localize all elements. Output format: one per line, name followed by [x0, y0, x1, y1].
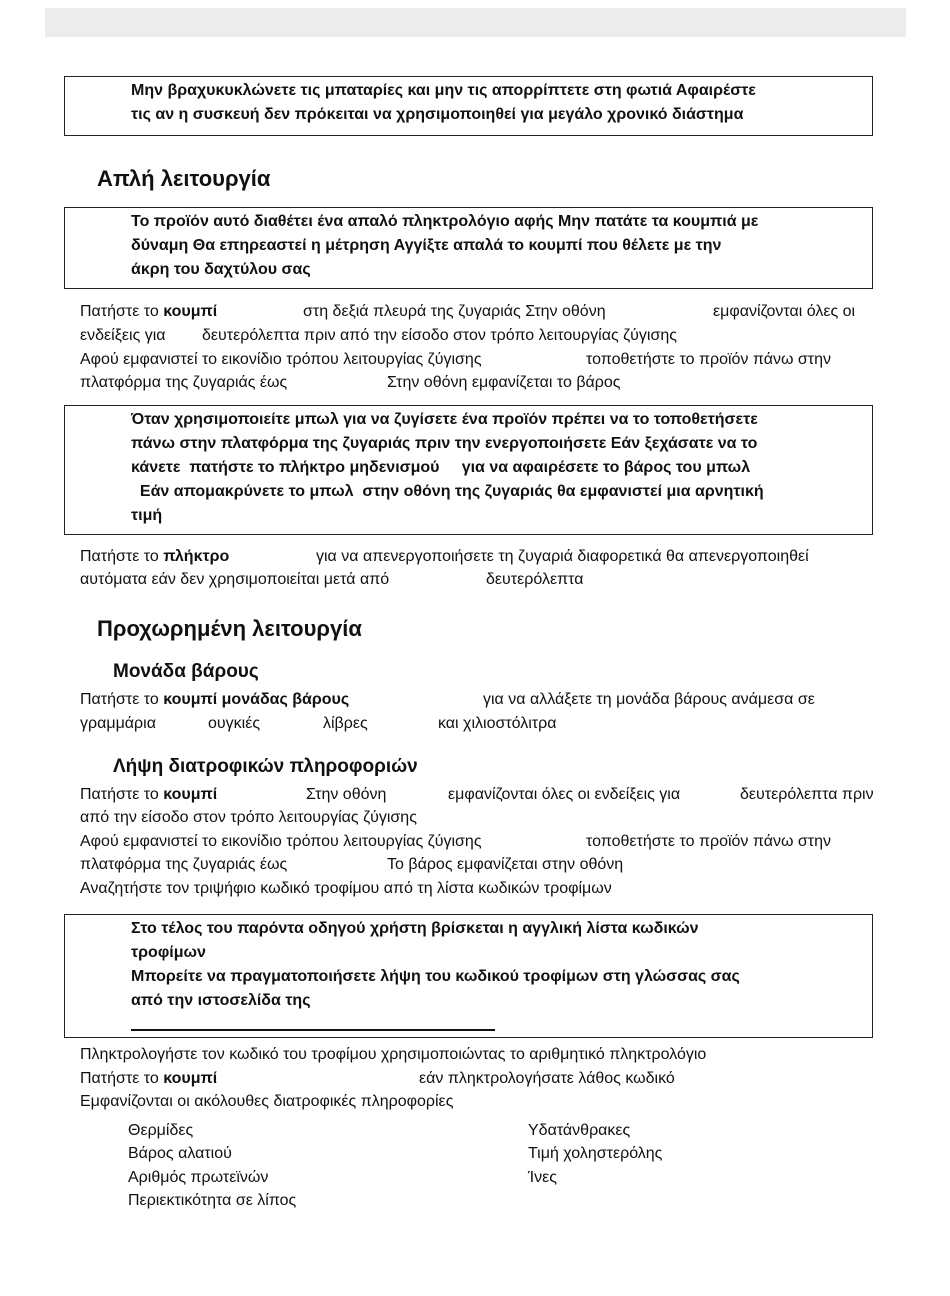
- paragraph-line: Πατήστε το πλήκτρο: [80, 548, 230, 565]
- paragraph-line: Στην οθόνη εμφανίζεται το βάρος: [387, 374, 621, 391]
- section-title-advanced: Προχωρημένη λειτουργία: [97, 616, 362, 641]
- touch-keypad-note-box: [64, 207, 873, 289]
- unit-option: γραμμάρια: [80, 715, 156, 732]
- note-line: άκρη του δαχτύλου σας: [131, 261, 311, 278]
- note-line: Το προϊόν αυτό διαθέτει ένα απαλό πληκτρολόγιο αφής Μην πατάτε τα κουμπιά με: [131, 213, 759, 230]
- paragraph-line: εμφανίζονται όλες οι ενδείξεις για: [448, 786, 681, 803]
- note-line: δύναμη Θα επηρεαστεί η μέτρηση Αγγίξτε απαλά το κουμπί που θέλετε με την: [131, 237, 722, 254]
- unit-option: ουγκιές: [208, 715, 261, 732]
- paragraph-line: Αναζητήστε τον τριψήφιο κωδικό τροφίμου από τη λίστα κωδικών τροφίμων: [80, 880, 612, 897]
- note-line: πάνω στην πλατφόρμα της ζυγαριάς πριν την ενεργοποιήσετε Εάν ξεχάσατε να το: [131, 435, 758, 452]
- warning-line: Μην βραχυκυκλώνετε τις μπαταρίες και μην τις απορρίπτετε στη φωτιά Αφαιρέστε: [131, 82, 756, 99]
- paragraph-line: για να αλλάξετε τη μονάδα βάρους ανάμεσα σε: [483, 691, 815, 708]
- paragraph-line: από την είσοδο στον τρόπο λειτουργίας ζύγισης: [80, 809, 417, 826]
- nutrition-item: Περιεκτικότητα σε λίπος: [128, 1192, 297, 1209]
- paragraph-line: πλατφόρμα της ζυγαριάς έως: [80, 856, 288, 873]
- paragraph-line: δευτερόλεπτα πριν από την είσοδο στον τρόπο λειτουργίας ζύγισης: [202, 327, 677, 344]
- note-line: Όταν χρησιμοποιείτε μπωλ για να ζυγίσετε ένα προϊόν πρέπει να το τοποθετήσετε: [131, 411, 758, 428]
- paragraph-line: Πληκτρολογήστε τον κωδικό του τροφίμου χρησιμοποιώντας το αριθμητικό πληκτρολόγιο: [80, 1046, 707, 1063]
- subsection-title-nutrition: Λήψη διατροφικών πληροφοριών: [113, 756, 418, 777]
- paragraph-line: Αφού εμφανιστεί το εικονίδιο τρόπου λειτουργίας ζύγισης: [80, 351, 482, 368]
- note-line: Στο τέλος του παρόντα οδηγού χρήστη βρίσκεται η αγγλική λίστα κωδικών: [131, 920, 699, 937]
- paragraph-line: τοποθετήστε το προϊόν πάνω στην: [586, 351, 831, 368]
- nutrition-item: Βάρος αλατιού: [128, 1145, 232, 1162]
- batteries-warning-box: [64, 76, 873, 136]
- paragraph-line: ενδείξεις για: [80, 327, 166, 344]
- paragraph-line: στη δεξιά πλευρά της ζυγαριάς Στην οθόνη: [303, 303, 606, 320]
- paragraph-line: δευτερόλεπτα πριν: [740, 786, 874, 803]
- note-line: Εάν απομακρύνετε το μπωλ στην οθόνη της ζυγαριάς θα εμφανιστεί μια αρνητική: [131, 483, 764, 500]
- paragraph-line: Εμφανίζονται οι ακόλουθες διατροφικές πληροφορίες: [80, 1093, 454, 1110]
- paragraph-line: Πατήστε το κουμπί: [80, 1070, 218, 1087]
- paragraph-line: Πατήστε το κουμπί: [80, 786, 218, 803]
- paragraph-line: για να απενεργοποιήσετε τη ζυγαριά διαφορετικά θα απενεργοποιηθεί: [316, 548, 809, 565]
- note-line: Μπορείτε να πραγματοποιήσετε λήψη του κωδικού τροφίμων στη γλώσσας σας: [131, 968, 740, 985]
- nutrition-item: Αριθμός πρωτεϊνών: [128, 1169, 269, 1186]
- nutrition-item: Ίνες: [528, 1169, 557, 1186]
- paragraph-line: Πατήστε το κουμπί μονάδας βάρους: [80, 691, 350, 708]
- paragraph-line: Αφού εμφανιστεί το εικονίδιο τρόπου λειτουργίας ζύγισης: [80, 833, 482, 850]
- subsection-title-unit: Μονάδα βάρους: [113, 661, 259, 682]
- nutrition-item: Υδατάνθρακες: [528, 1122, 631, 1139]
- paragraph-line: δευτερόλεπτα: [486, 571, 584, 588]
- unit-option: λίβρες: [323, 715, 368, 732]
- paragraph-line: εάν πληκτρολογήσατε λάθος κωδικό: [419, 1070, 675, 1087]
- nutrition-item: Τιμή χοληστερόλης: [528, 1145, 663, 1162]
- paragraph-line: τοποθετήστε το προϊόν πάνω στην: [586, 833, 831, 850]
- note-line: τιμή: [131, 507, 163, 524]
- paragraph-line: Πατήστε το κουμπί: [80, 303, 218, 320]
- website-link-underline[interactable]: [131, 1029, 495, 1031]
- page-header-bar: [45, 8, 906, 37]
- section-title-simple: Απλή λειτουργία: [97, 166, 271, 191]
- note-line: κάνετε πατήστε το πλήκτρο μηδενισμού για να αφαιρέσετε το βάρος του μπωλ: [131, 459, 751, 476]
- food-codes-note-box: [64, 914, 873, 1038]
- bowl-note-box: [64, 405, 873, 535]
- note-line: τροφίμων: [131, 944, 206, 961]
- warning-line: τις αν η συσκευή δεν πρόκειται να χρησιμοποιηθεί για μεγάλο χρονικό διάστημα: [131, 106, 744, 123]
- note-line: από την ιστοσελίδα της: [131, 992, 311, 1009]
- paragraph-line: αυτόματα εάν δεν χρησιμοποιείται μετά από: [80, 571, 390, 588]
- paragraph-line: πλατφόρμα της ζυγαριάς έως: [80, 374, 288, 391]
- unit-option: και χιλιοστόλιτρα: [438, 715, 557, 732]
- paragraph-line: Το βάρος εμφανίζεται στην οθόνη: [387, 856, 624, 873]
- paragraph-line: Στην οθόνη: [306, 786, 387, 803]
- paragraph-line: εμφανίζονται όλες οι: [713, 303, 856, 320]
- nutrition-item: Θερμίδες: [128, 1122, 194, 1139]
